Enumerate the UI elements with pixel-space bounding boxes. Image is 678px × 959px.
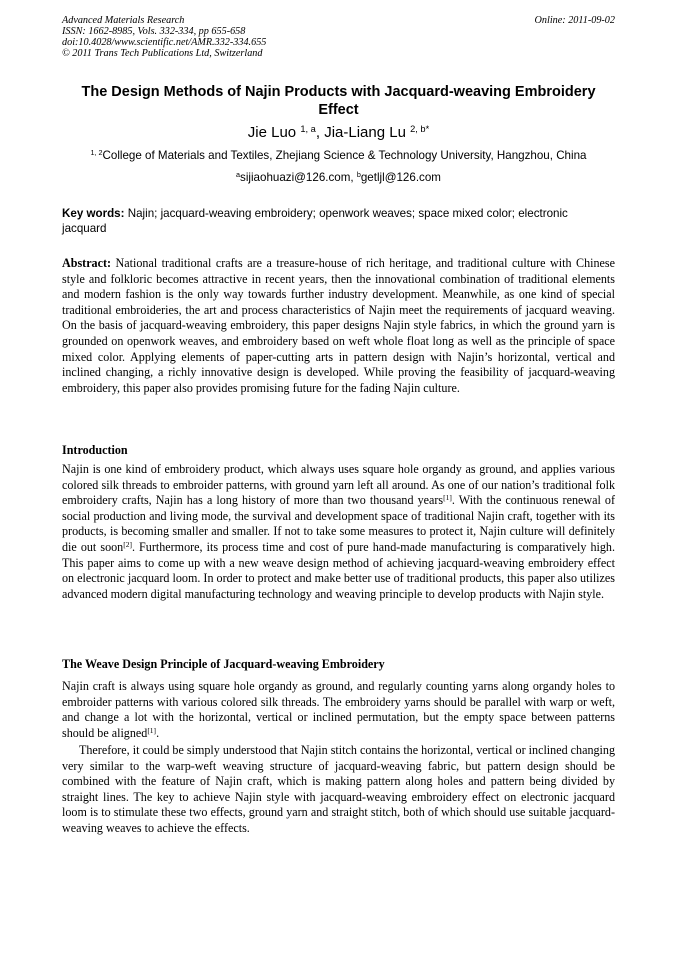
affiliation-text: College of Materials and Textiles, Zhejiang Science & Technology University, Hangzhou, China xyxy=(102,149,587,162)
author-separator: , xyxy=(315,124,325,141)
citation-2: [2] xyxy=(123,539,132,549)
introduction-heading: Introduction xyxy=(62,443,128,457)
weave-p1-end: . xyxy=(156,725,160,740)
weave-paragraph-1 xyxy=(62,679,615,741)
author-2-sup: 2, b* xyxy=(410,123,430,134)
keywords-label: Key words: xyxy=(62,207,125,220)
keywords xyxy=(62,206,615,236)
copyright-line: © 2011 Trans Tech Publications Ltd, Switzerland xyxy=(62,48,263,59)
email-b-sup: b xyxy=(356,170,361,180)
weave-paragraph-2: Therefore, it could be simply understood that Najin stitch contains the horizontal, vertical or inclined changing very similar to the warp-weft weaving structure of jacquard-weaving fabric, but pattern design should be combined with the feature of Najin craft, which is making pattern along holes and pattern being divided by straight lines. The key to achieve Najin style with jacquard-weaving embroidery effect on electronic jacquard loom is to stimulate these two effects, ground yarn and straight stitch, both of which should use suitable jacquard-weaving weaves to achieve the effects. xyxy=(62,743,615,835)
affiliation xyxy=(62,149,615,163)
author-1-name: Jie Luo xyxy=(247,124,297,141)
author-2-name: Jia-Liang Lu xyxy=(324,124,406,141)
weave-p1-text: Najin craft is always using square hole organdy as ground, and regularly counting yarns along organdy holes to embroider patterns with various colored silk threads. The embroidery yarns should be parallel with warp or weft, and change a lot with the horizontal, vertical or inclined permutation, but the empty space between patterns should be aligned xyxy=(62,679,615,740)
issn-line: ISSN: 1662-8985, Vols. 332-334, pp 655-658 xyxy=(62,26,246,37)
email-line xyxy=(62,171,615,185)
intro-text-1: Najin is one kind of embroidery product, which always uses square hole organdy as ground, and applies various colored silk threads to embroider patterns, with ground yarn left all around. As one of our nation’s traditional folk embroidery crafts, Najin has a long history of more than two thousand years xyxy=(62,462,615,508)
email-b: getljl@126.com xyxy=(360,171,441,184)
affiliation-sup: 1, 2 xyxy=(90,148,103,158)
author-1-sup: 1, a xyxy=(300,123,316,134)
email-a-sup: a xyxy=(236,170,241,180)
keywords-text: Najin; jacquard-weaving embroidery; openwork weaves; space mixed color; electronic jacquard xyxy=(62,207,568,235)
abstract-text: National traditional crafts are a treasure-house of rich heritage, and traditional culture with Chinese style and folkloric becomes attractive in recent years, then the innovational combination of traditional elements and modern fashion is the only way towards further industry development. Meanwhile, as one kind of special traditional embroideries, the art and process characteristics of Najin meet the requirements of jacquard weaving. On the basis of jacquard-weaving embroidery, this paper designs Najin style fabrics, in which the ground yarn is grounded on openwork weaves, and embroidery based on weft whole float long as well as the principle of space mixed color. Applying elements of paper-cutting arts in pattern design with Najin’s horizontal, vertical and inclined changing, a richly innovative design is developed. While proving the feasibility of jacquard-weaving embroidery, this paper also provides promising future for the fading Najin culture. xyxy=(62,256,615,395)
abstract xyxy=(62,256,615,396)
abstract-label: Abstract: xyxy=(62,256,112,270)
online-date: Online: 2011-09-02 xyxy=(534,15,615,26)
author-line xyxy=(62,124,615,142)
email-a: sijiaohuazi@126.com xyxy=(240,171,351,184)
doi-line: doi:10.4028/www.scientific.net/AMR.332-334.655 xyxy=(62,37,267,48)
intro-text-3: . Furthermore, its process time and cost of pure hand-made manufacturing is comparatively high. This paper aims to come up with a new weave design method of achieving jacquard-weaving embroidery effect on electronic jacquard loom. In order to protect and make better use of traditional products, this paper also utilizes advanced modern digital manufacturing technology and weaving principle to develop products with Najin style. xyxy=(62,539,616,601)
weave-section-heading: The Weave Design Principle of Jacquard-weaving Embroidery xyxy=(62,657,385,671)
introduction-paragraph xyxy=(62,462,615,602)
journal-name: Advanced Materials Research xyxy=(62,15,185,26)
citation-3: [1] xyxy=(147,725,157,735)
citation-1: [1] xyxy=(443,493,452,503)
email-separator: , xyxy=(350,171,357,184)
intro-text-2: . With the continuous renewal of social production and living mode, the survival and development space of traditional Najin craft, together with its products, is becoming smaller and smaller. If not to take some measures to protect it, Najin culture will definitely die out soon xyxy=(62,493,615,554)
paper-title: The Design Methods of Najin Products with Jacquard-weaving Embroidery Effect xyxy=(81,84,596,118)
journal-header xyxy=(62,15,615,59)
